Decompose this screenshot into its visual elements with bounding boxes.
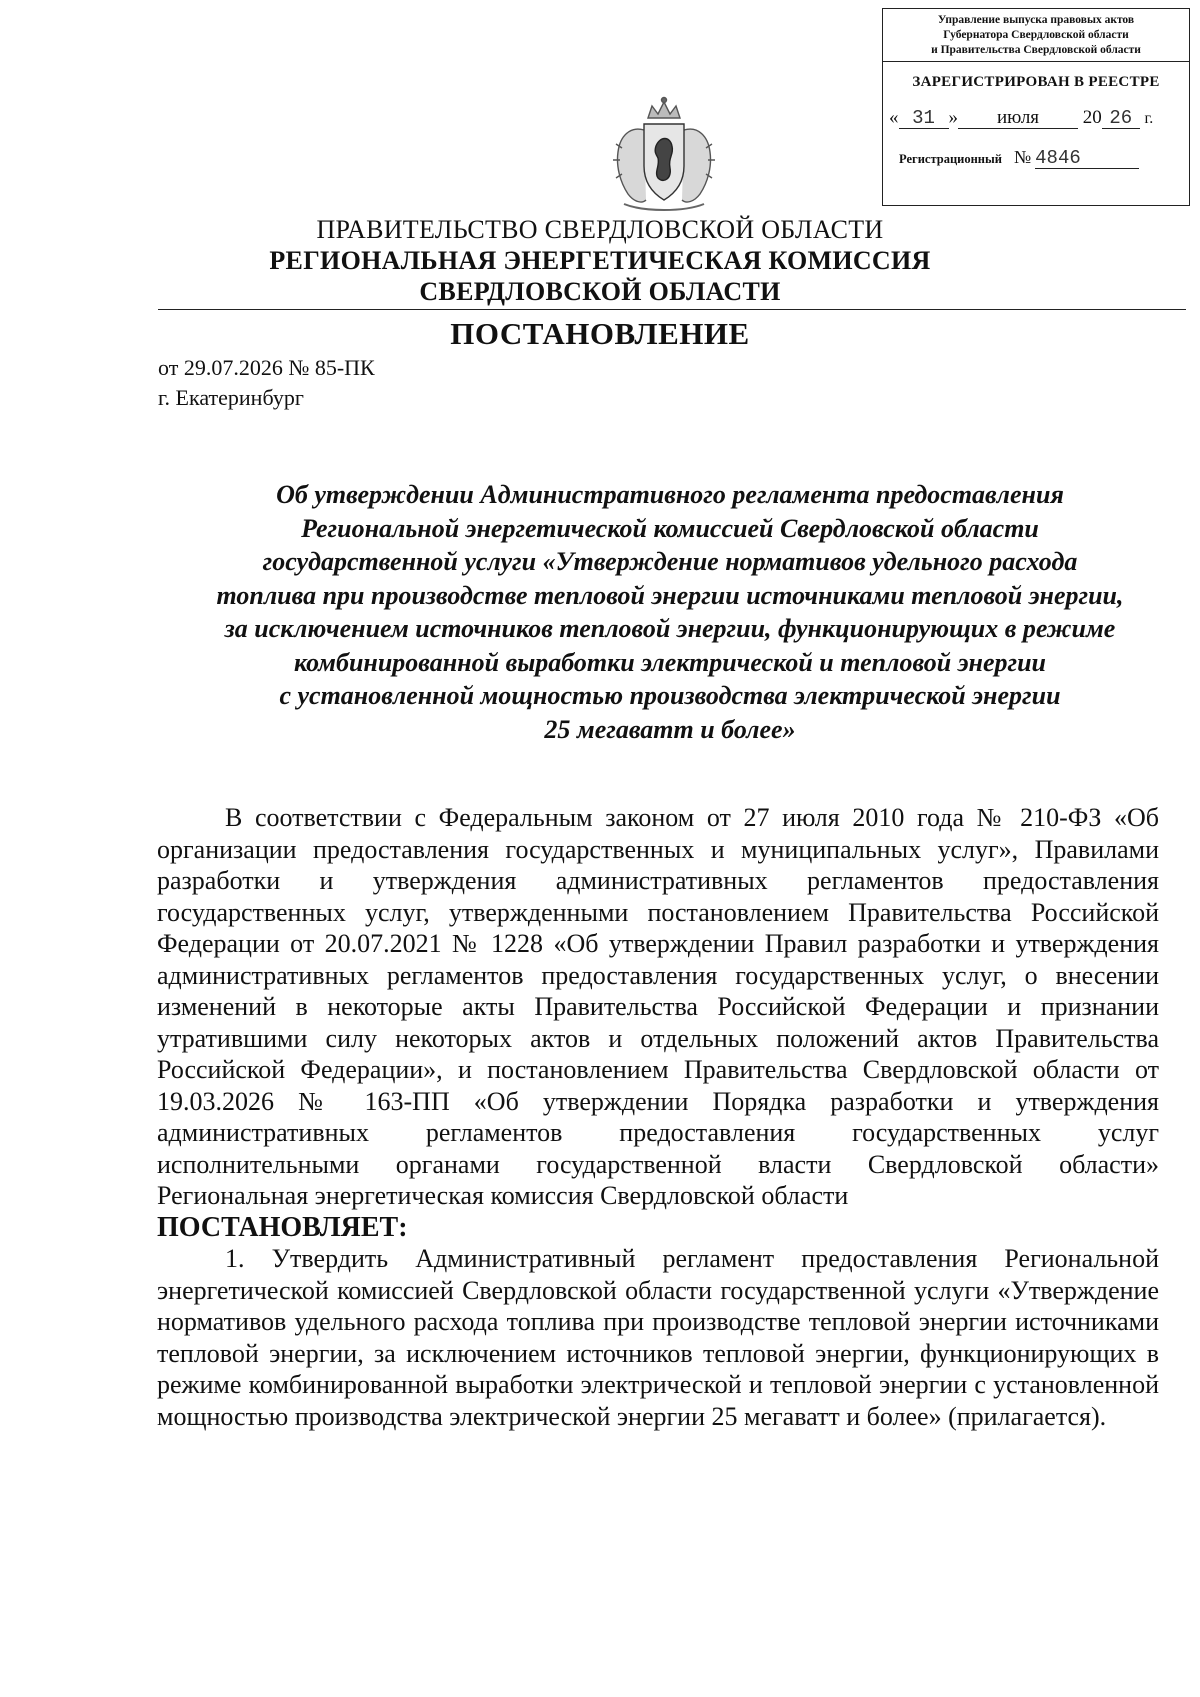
document-city: г. Екатеринбург xyxy=(158,385,304,410)
title-line: Об утверждении Административного регламента предоставления xyxy=(276,480,1064,509)
stamp-year-suffix: 26 xyxy=(1102,108,1140,129)
title-line: с установленной мощностью производства электрической энергии xyxy=(279,681,1061,710)
stamp-date-close-quote: » xyxy=(948,107,958,128)
government-name: ПРАВИТЕЛЬСТВО СВЕРДЛОВСКОЙ ОБЛАСТИ xyxy=(316,215,884,244)
stamp-month-text: июля xyxy=(996,107,1040,128)
document-body xyxy=(157,802,1159,1432)
stamp-header-line: Губернатора Свердловской области xyxy=(943,29,1129,41)
stamp-reg-label: Регистрационный xyxy=(899,152,1002,166)
decree-word: ПОСТАНОВЛЯЕТ: xyxy=(157,1211,408,1243)
document-date-number: от 29.07.2026 № 85-ПК xyxy=(158,355,375,380)
coat-of-arms-emblem xyxy=(600,96,728,214)
stamp-registered-label: ЗАРЕГИСТРИРОВАН В РЕЕСТРЕ xyxy=(912,74,1160,90)
title-line: за исключением источников тепловой энергии, функционирующих в режиме xyxy=(224,614,1116,643)
title-line: топлива при производстве тепловой энергии источниками тепловой энергии, xyxy=(216,580,1124,610)
preamble-paragraph: В соответствии с Федеральным законом от 27 июля 2010 года № 210-ФЗ «Об организации предоставления государственных и муниципальных услуг», Правилами разработки и утверждения административных регламентов предоставления государственных услуг, утвержденными постановлением Правительства Российской Федерации от 20.07.2021 № 1228 «Об утверждении Правил разработки и утверждения административных регламентов предоставления государственных услуг, о внесении изменений в некоторые акты Правительства Российской Федерации и признании утратившими силу некоторых актов и отдельных положений актов Правительства Российской Федерации», и постановлением Правительства Свердловской области от 19.03.2026 № 163-ПП «Об утверждении Порядка разработки и утверждения административных регламентов предоставления государственных услуг исполнительными органами государственной власти Свердловской области» Региональная энергетическая комиссия Свердловской области xyxy=(157,803,1159,1210)
title-line: государственной услуги «Утверждение нормативов удельного расхода xyxy=(262,547,1078,576)
commission-name-line2: СВЕРДЛОВСКОЙ ОБЛАСТИ xyxy=(419,277,781,306)
commission-name-line1: РЕГИОНАЛЬНАЯ ЭНЕРГЕТИЧЕСКАЯ КОМИССИЯ xyxy=(269,246,931,275)
title-line: 25 мегаватт и более» xyxy=(544,714,796,744)
stamp-reg-number: 4846 xyxy=(1035,148,1139,169)
stamp-reg-number-row xyxy=(899,147,1189,169)
stamp-header-line: и Правительства Свердловской области xyxy=(931,44,1141,56)
title-line: Региональной энергетической комиссией Свердловской области xyxy=(301,513,1039,543)
stamp-day: 31 xyxy=(899,108,949,129)
stamp-month xyxy=(958,108,1078,129)
item-1-paragraph: 1. Утвердить Административный регламент предоставления Региональной энергетической комиссией Свердловской области государственной услуги «Утверждение нормативов удельного расхода топлива при производстве тепловой энергии источниками тепловой энергии, за исключением источников тепловой энергии, функционирующих в режиме комбинированной выработки электрической и тепловой энергии с установленной мощностью производства электрической энергии 25 мегаватт и более» (прилагается). xyxy=(157,1244,1159,1431)
title-line: комбинированной выработки электрической и тепловой энергии xyxy=(293,647,1047,677)
stamp-date-open-quote: « xyxy=(889,107,899,128)
registry-stamp xyxy=(882,8,1190,206)
stamp-date xyxy=(889,107,1189,129)
document-title xyxy=(150,478,1190,746)
stamp-year-prefix: 20 xyxy=(1082,107,1102,128)
stamp-header-line: Управление выпуска правовых актов xyxy=(937,14,1135,26)
stamp-header xyxy=(883,9,1189,62)
stamp-year-unit: г. xyxy=(1144,110,1154,127)
document-type: ПОСТАНОВЛЕНИЕ xyxy=(450,316,750,351)
header-divider xyxy=(158,309,1186,310)
number-sign: № xyxy=(1013,147,1032,167)
